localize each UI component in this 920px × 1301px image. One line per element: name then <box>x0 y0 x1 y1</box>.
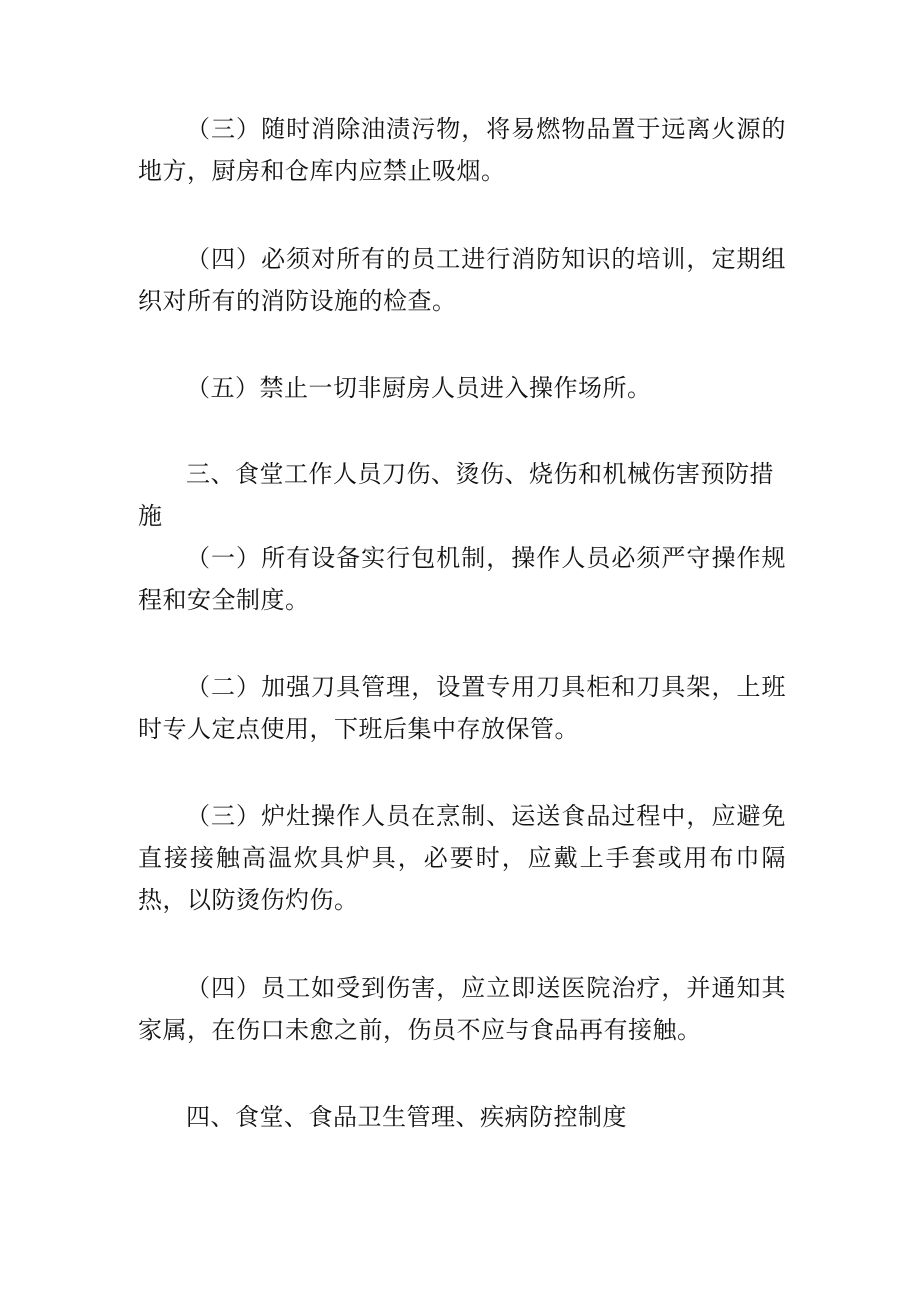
paragraph-injury-1: （一）所有设备实行包机制，操作人员必须严守操作规程和安全制度。 <box>138 544 786 614</box>
paragraph-fire-5: （五）禁止一切非厨房人员进入操作场所。 <box>186 374 652 402</box>
section-heading-4: 四、食堂、食品卫生管理、疾病防控制度 <box>186 1103 627 1131</box>
paragraph-fire-3: （三）随时消除油渍污物，将易燃物品置于远离火源的地方，厨房和仓库内应禁止吸烟。 <box>138 115 786 185</box>
paragraph-fire-4: （四）必须对所有的员工进行消防知识的培训，定期组织对所有的消防设施的检查。 <box>138 245 786 315</box>
section-heading-3: 三、食堂工作人员刀伤、烫伤、烧伤和机械伤害预防措施 <box>138 460 774 530</box>
paragraph-injury-4: （四）员工如受到伤害，应立即送医院治疗，并通知其家属，在伤口未愈之前，伤员不应与食品再有接触。 <box>138 974 786 1044</box>
paragraph-injury-2: （二）加强刀具管理，设置专用刀具柜和刀具架，上班时专人定点使用，下班后集中存放保管。 <box>138 673 786 743</box>
paragraph-injury-3: （三）炉灶操作人员在烹制、运送食品过程中，应避免直接接触高温炊具炉具，必要时，应戴上手套或用布巾隔热，以防烫伤灼伤。 <box>138 802 786 914</box>
